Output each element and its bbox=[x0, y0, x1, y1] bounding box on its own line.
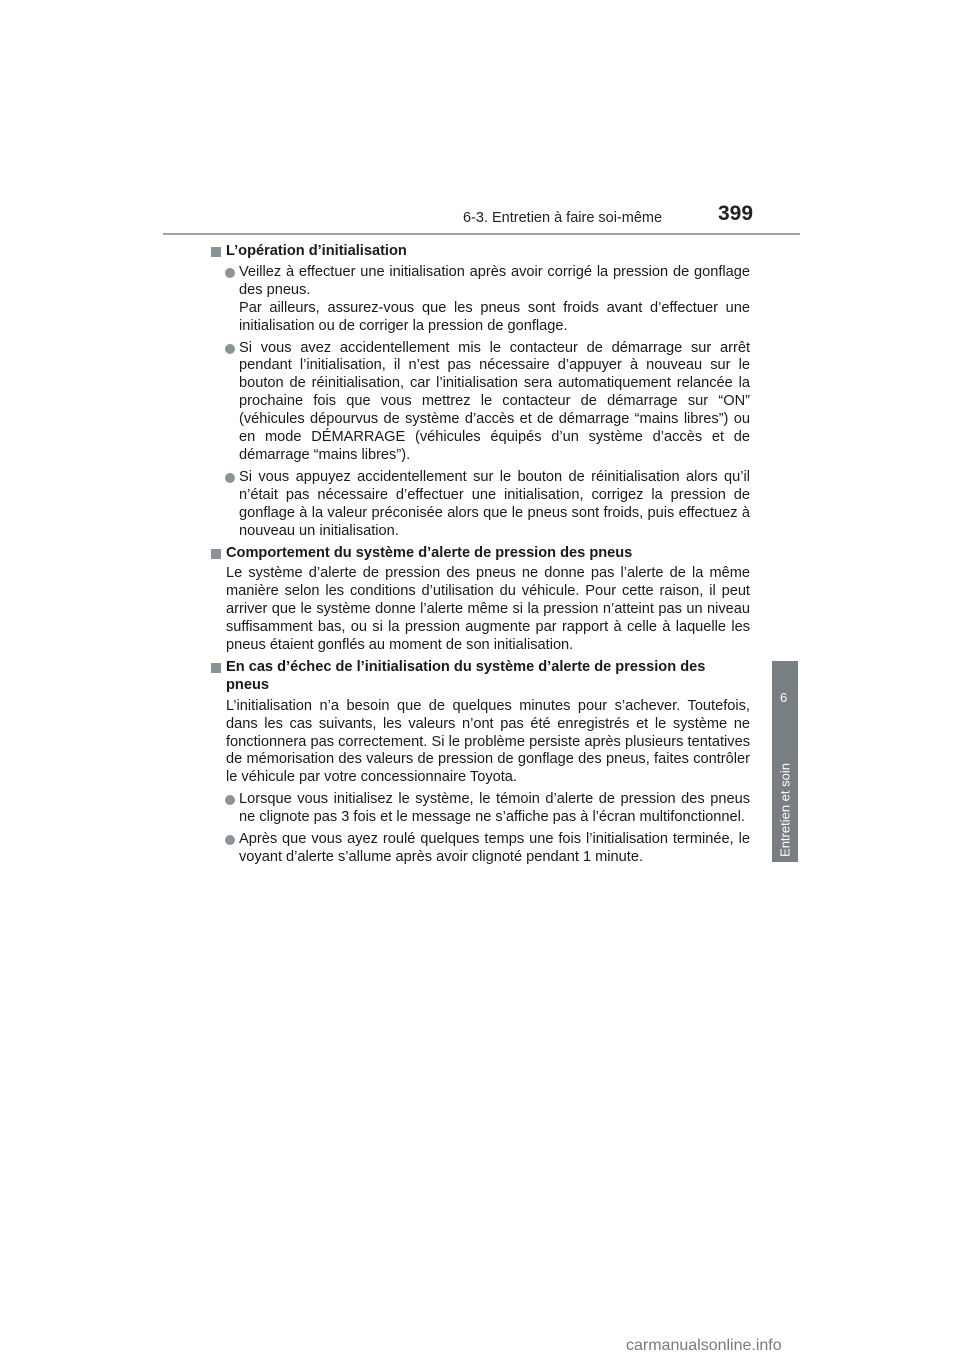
circle-bullet-icon bbox=[225, 795, 235, 805]
circle-bullet-icon bbox=[225, 268, 235, 278]
section-initialisation bbox=[210, 243, 750, 541]
circle-bullet-icon bbox=[225, 344, 235, 354]
list-item bbox=[239, 469, 750, 541]
section-paragraph: L’initialisation n’a besoin que de quelques minutes pour s’achever. Toutefois, dans les cas suivants, les valeurs n’ont pas été enregistrés et le système ne fonctionnera pas correctement. Si le problème persiste après plusieurs tentatives de mémorisation des valeurs de pression de gonflage des pneus, faites contrôler le véhicule par votre concessionnaire Toyota. bbox=[226, 697, 750, 786]
header-section-title: 6-3. Entretien à faire soi-même bbox=[463, 210, 663, 226]
list-item-text: Après que vous ayez roulé quelques temps une fois l’initialisation terminée, le voyant d’alerte s’allume après avoir clignoté pendant 1 minute. bbox=[239, 831, 750, 865]
square-bullet-icon bbox=[211, 549, 221, 559]
section-heading bbox=[226, 545, 750, 563]
section-heading-text: L’opération d’initialisation bbox=[226, 243, 407, 259]
list-item bbox=[239, 831, 750, 867]
list-item-text: Si vous appuyez accidentellement sur le bouton de réinitialisation alors qu’il n’était pas nécessaire d’effectuer une initialisation, corrigez la pression de gonflage à la valeur préconisée alors que le pneus sont froids, puis effectuez à nouveau un initialisation. bbox=[239, 468, 750, 539]
chapter-label: Entretien et soin bbox=[777, 763, 793, 857]
list-item bbox=[239, 791, 750, 827]
circle-bullet-icon bbox=[225, 835, 235, 845]
section-heading-text: Comportement du système d’alerte de pression des pneus bbox=[226, 544, 633, 561]
section-heading bbox=[226, 243, 750, 261]
chapter-number: 6 bbox=[780, 690, 788, 705]
square-bullet-icon bbox=[211, 247, 221, 257]
page-number: 399 bbox=[718, 202, 754, 225]
section-heading bbox=[226, 659, 750, 695]
section-comportement bbox=[210, 545, 750, 655]
list-item bbox=[239, 264, 750, 336]
list-item bbox=[239, 340, 750, 465]
square-bullet-icon bbox=[211, 663, 221, 673]
watermark-link[interactable]: carmanualsonline.info bbox=[626, 1337, 782, 1354]
list-item-text: Veillez à effectuer une initialisation après avoir corrigé la pression de gonflage des pneus. bbox=[239, 263, 750, 298]
circle-bullet-icon bbox=[225, 473, 235, 483]
list-item-text: Lorsque vous initialisez le système, le témoin d’alerte de pression des pneus ne clignote pas 3 fois et le message ne s’affiche pas à l’écran multifonctionnel. bbox=[239, 791, 750, 826]
section-paragraph: Le système d’alerte de pression des pneus ne donne pas l’alerte de la même manière selon les conditions d’utilisation du véhicule. Pour cette raison, il peut arriver que le système donne l’alerte même si la pression n’atteint pas un niveau suffisamment bas, ou si la pression augmente par rapport à celle à laquelle les pneus étaient gonflés au moment de son initialisation. bbox=[226, 565, 750, 654]
section-echec-initialisation bbox=[210, 659, 750, 867]
page-content bbox=[210, 243, 750, 871]
list-item-text: Par ailleurs, assurez-vous que les pneus sont froids avant d’effectuer une initialisation ou de corriger la pression de gonflage. bbox=[239, 299, 750, 334]
list-item-text: Si vous avez accidentellement mis le contacteur de démarrage sur arrêt pendant l’initialisation, il n’est pas nécessaire d’appuyer à nouveau sur le bouton de réinitialisation, car l’initialisation sera automatiquement relancée la prochaine fois que vous mettrez le contacteur de démarrage sur “ON” (véhicules dépourvus de système d’accès et de démarrage “mains libres”) ou en mode DÉMARRAGE (véhicules équipés d’un système d’accès et de démarrage “mains libres”). bbox=[239, 339, 750, 463]
section-heading-text: En cas d’échec de l’initialisation du système d’alerte de pression des pneus bbox=[226, 658, 706, 693]
header-divider bbox=[163, 233, 800, 235]
